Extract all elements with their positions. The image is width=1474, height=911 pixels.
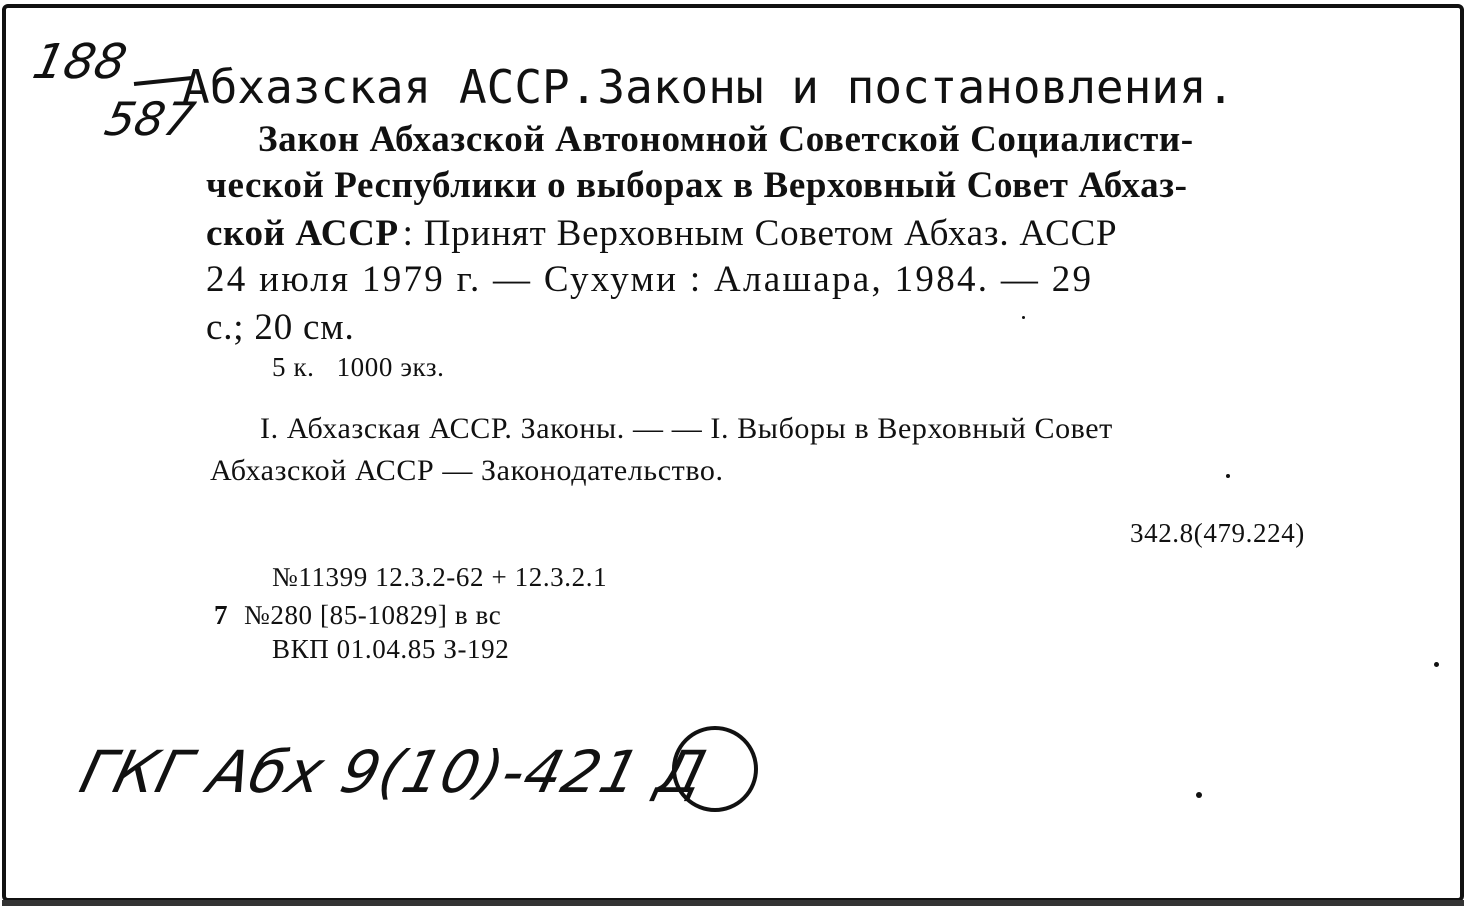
stamp-circle bbox=[672, 726, 758, 812]
subject-line-1: I. Абхазская АССР. Законы. — — I. Выборы в Верховный Совет bbox=[260, 412, 1113, 445]
title-line-1: Закон Абхазской Автономной Советской Социалисти- bbox=[258, 119, 1194, 160]
extent-line: с.; 20 см. bbox=[206, 307, 355, 348]
footer-line-3: ВКП 01.04.85 З-192 bbox=[272, 634, 510, 664]
speck bbox=[1196, 792, 1202, 798]
footer-prefix: 7 bbox=[214, 600, 229, 630]
price-line: 5 к. 1000 экз. bbox=[272, 352, 445, 382]
handwritten-shelfmark-top: 188 bbox=[28, 34, 132, 90]
title-line-3-rest: : Принят Верховным Советом Абхаз. АССР bbox=[402, 213, 1118, 254]
speck bbox=[1226, 474, 1230, 478]
card-heading: Абхазская АССР.Законы и постановления. bbox=[182, 60, 1235, 114]
imprint-line: 24 июля 1979 г. — Сухуми : Алашара, 1984. — 29 bbox=[206, 259, 1094, 300]
title-line-2: ческой Республики о выборах в Верховный Совет Абхаз- bbox=[206, 165, 1188, 206]
speck bbox=[1434, 662, 1439, 667]
footer-line-2: №280 [85-10829] в вс bbox=[244, 600, 502, 630]
title-line-3-bold: ской АССР bbox=[206, 213, 399, 254]
speck bbox=[1022, 316, 1025, 319]
classification-code: 342.8(479.224) bbox=[1130, 518, 1305, 548]
footer-line-1: №11399 12.3.2-62 + 12.3.2.1 bbox=[272, 562, 608, 592]
handwritten-call-number: ГКГ Абх 9(10)-421 Д bbox=[73, 738, 714, 806]
handwritten-shelfmark-bottom: 587 bbox=[100, 92, 200, 146]
title-line-3 bbox=[206, 212, 1117, 255]
subject-line-2: Абхазской АССР — Законодательство. bbox=[210, 454, 724, 487]
